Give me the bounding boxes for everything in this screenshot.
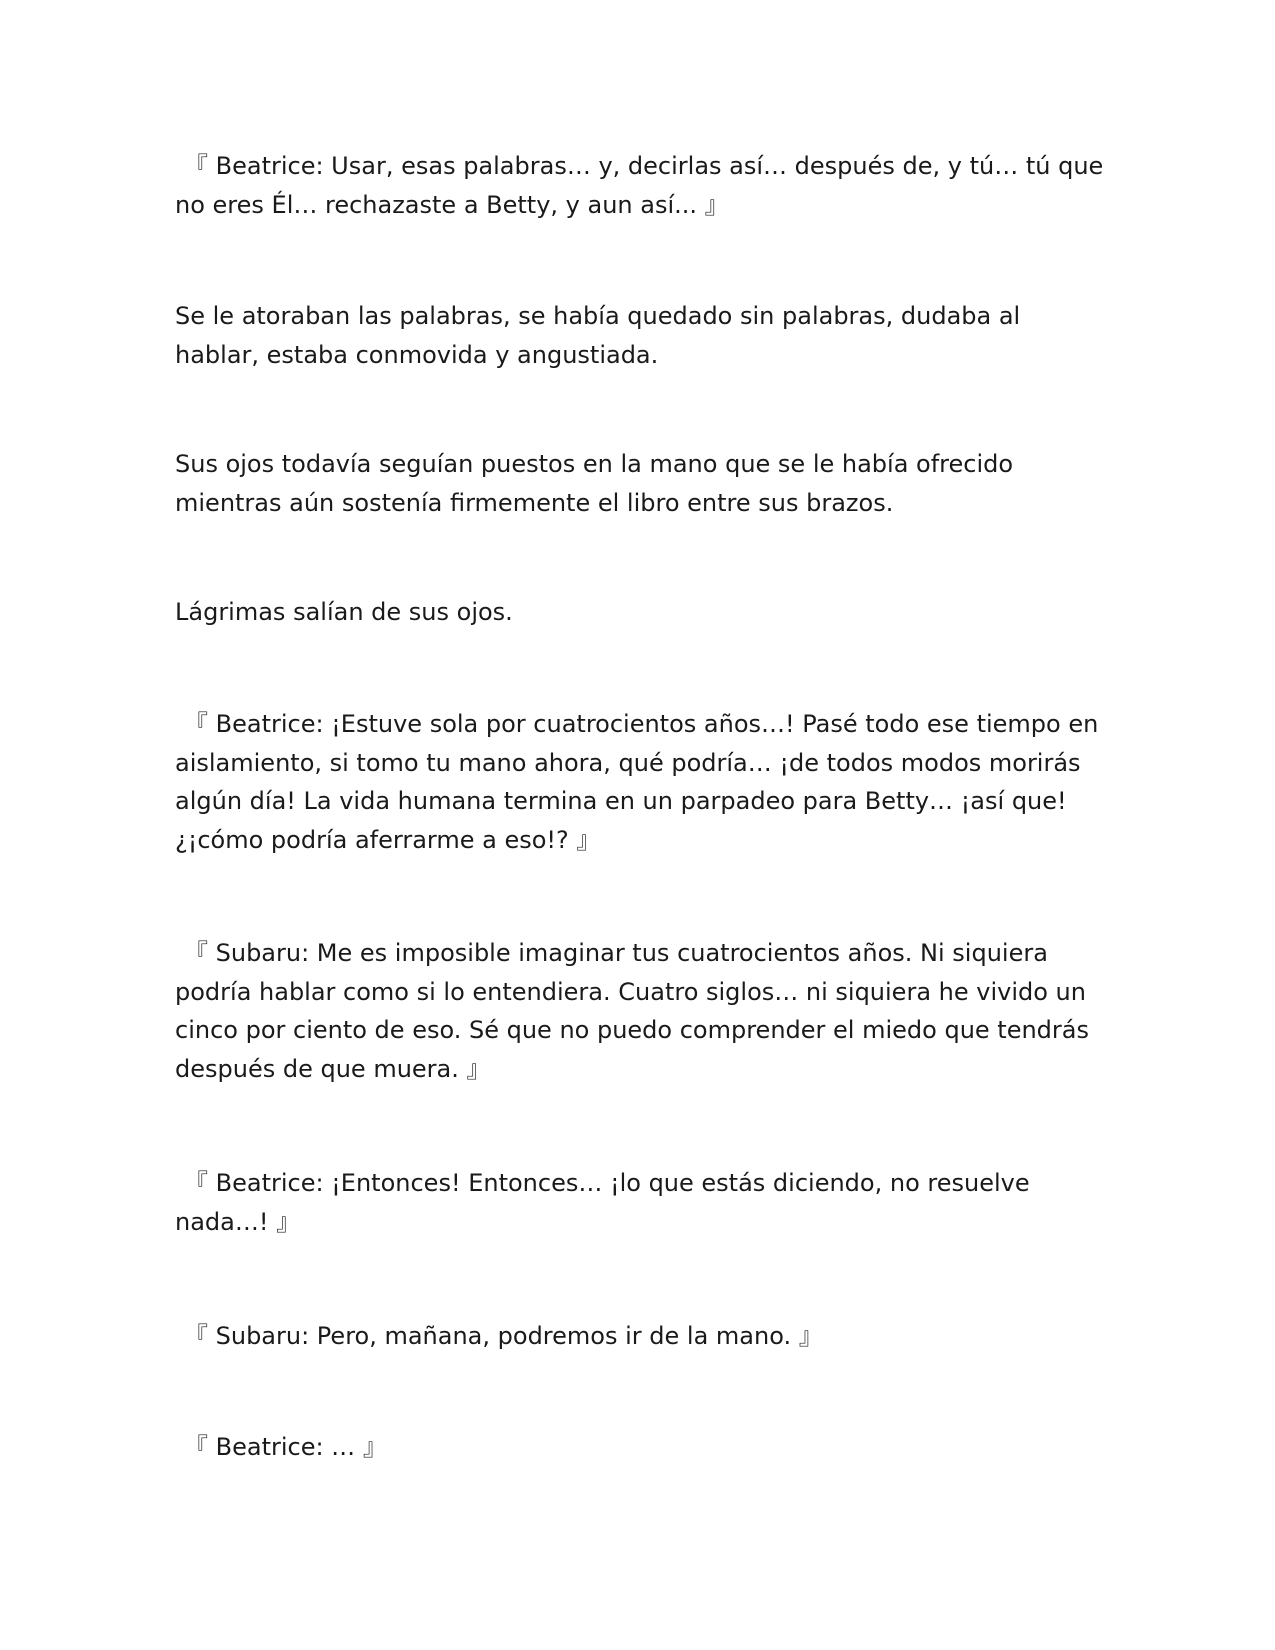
- dialogue-beatrice-1: 『 Beatrice: Usar, esas palabras… y, decirlas así… después de, y tú… tú que no eres Él… rechazaste a Betty, y aun así... 』: [175, 152, 1104, 219]
- dialogue-beatrice-2: 『 Beatrice: ¡Estuve sola por cuatrocientos años…! Pasé todo ese tiempo en aislamiento, si tomo tu mano ahora, qué podría… ¡de todos modos morirás algún día! La vida humana termina en un parpadeo para Betty… ¡así que! ¿¡cómo podría aferrarme a eso!? 』: [175, 710, 1099, 854]
- dialogue-beatrice-3: 『 Beatrice: ¡Entonces! Entonces… ¡lo que estás diciendo, no resuelve nada…! 』: [175, 1169, 1030, 1236]
- dialogue-beatrice-4: 『 Beatrice: … 』: [184, 1433, 387, 1461]
- narration-paragraph-2: Sus ojos todavía seguían puestos en la mano que se le había ofrecido mientras aún sostenía firmemente el libro entre sus brazos.: [175, 450, 1014, 517]
- dialogue-subaru-2: 『 Subaru: Pero, mañana, podremos ir de la mano. 』: [184, 1322, 823, 1350]
- dialogue-subaru-1: 『 Subaru: Me es imposible imaginar tus cuatrocientos años. Ni siquiera podría hablar como si lo entendiera. Cuatro siglos… ni siquiera he vivido un cinco por ciento de eso. Sé que no puedo comprender el miedo que tendrás después de que muera. 』: [175, 939, 1089, 1083]
- narration-paragraph-1: Se le atoraban las palabras, se había quedado sin palabras, dudaba al hablar, estaba conmovida y angustiada.: [175, 302, 1021, 369]
- narration-paragraph-3: Lágrimas salían de sus ojos.: [175, 598, 513, 626]
